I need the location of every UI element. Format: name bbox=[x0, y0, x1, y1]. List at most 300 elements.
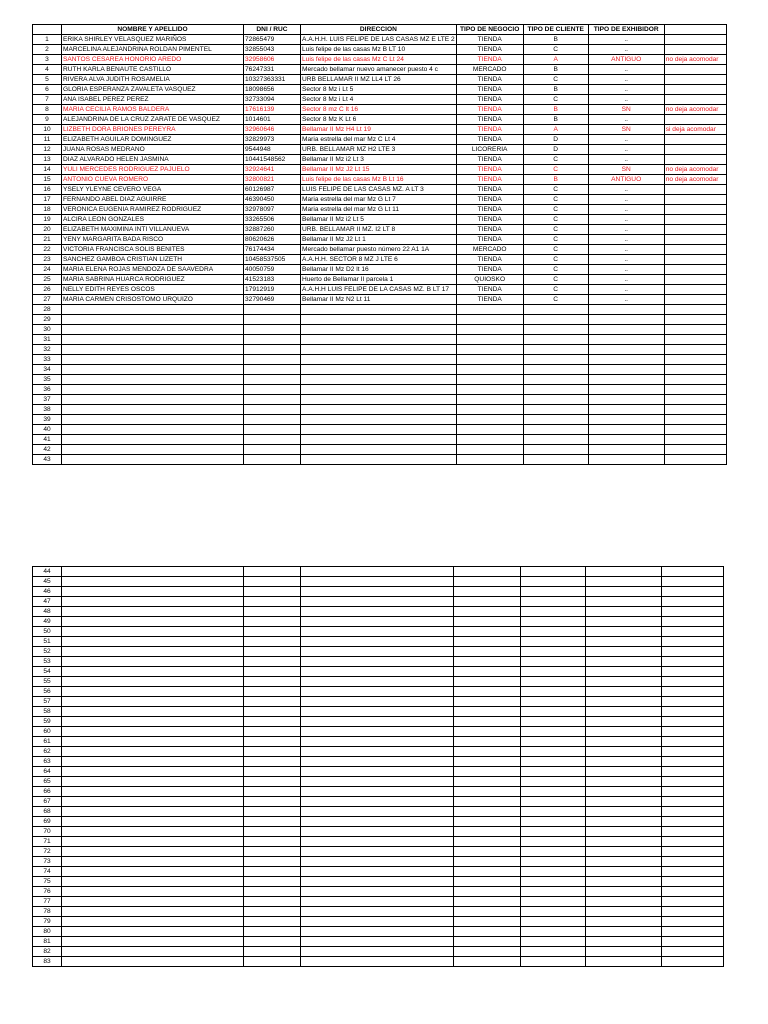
empty-cell bbox=[301, 637, 454, 647]
empty-cell bbox=[62, 355, 244, 365]
row-index: 20 bbox=[33, 225, 62, 235]
empty-cell bbox=[664, 405, 726, 415]
table-row bbox=[33, 867, 724, 877]
empty-cell bbox=[301, 335, 457, 345]
client-dni: 17616139 bbox=[244, 105, 301, 115]
empty-cell bbox=[586, 637, 662, 647]
client-table-page-1 bbox=[32, 24, 727, 465]
empty-cell bbox=[244, 395, 301, 405]
display-type: .. bbox=[588, 85, 664, 95]
row-index: 64 bbox=[33, 767, 62, 777]
client-type: C bbox=[523, 165, 588, 175]
table-row bbox=[33, 275, 727, 285]
empty-cell bbox=[662, 667, 724, 677]
client-dni: 40050759 bbox=[244, 265, 301, 275]
empty-cell bbox=[301, 707, 454, 717]
row-index: 55 bbox=[33, 677, 62, 687]
empty-cell bbox=[456, 415, 523, 425]
client-dni: 32958606 bbox=[244, 55, 301, 65]
empty-cell bbox=[301, 355, 457, 365]
table-row bbox=[33, 285, 727, 295]
row-index: 19 bbox=[33, 215, 62, 225]
row-index: 36 bbox=[33, 385, 62, 395]
empty-cell bbox=[521, 767, 586, 777]
row-index: 5 bbox=[33, 75, 62, 85]
empty-cell bbox=[244, 425, 301, 435]
empty-cell bbox=[454, 807, 521, 817]
empty-cell bbox=[301, 787, 454, 797]
row-index: 13 bbox=[33, 155, 62, 165]
empty-cell bbox=[662, 807, 724, 817]
row-index: 69 bbox=[33, 817, 62, 827]
empty-cell bbox=[244, 747, 301, 757]
table-row bbox=[33, 335, 727, 345]
empty-cell bbox=[301, 697, 454, 707]
empty-cell bbox=[301, 957, 454, 967]
header-business-type: TIPO DE NEGOCIO bbox=[456, 25, 523, 35]
empty-cell bbox=[454, 637, 521, 647]
empty-cell bbox=[586, 847, 662, 857]
empty-cell bbox=[586, 577, 662, 587]
empty-cell bbox=[301, 647, 454, 657]
business-type: TIENDA bbox=[456, 205, 523, 215]
client-dni: 10327363331 bbox=[244, 75, 301, 85]
empty-cell bbox=[454, 607, 521, 617]
empty-cell bbox=[586, 797, 662, 807]
table-row bbox=[33, 135, 727, 145]
empty-cell bbox=[456, 385, 523, 395]
header-name: NOMBRE Y APELLIDO bbox=[62, 25, 244, 35]
display-type: .. bbox=[588, 75, 664, 85]
empty-cell bbox=[454, 737, 521, 747]
client-name: YULI MERCEDES RODRIGUEZ PAJUELO bbox=[62, 165, 244, 175]
client-name: JUANA ROSAS MEDRANO bbox=[62, 145, 244, 155]
empty-cell bbox=[456, 425, 523, 435]
empty-cell bbox=[454, 927, 521, 937]
client-address: Sector 8 Mz K Lt 6 bbox=[301, 115, 457, 125]
empty-cell bbox=[244, 657, 301, 667]
empty-cell bbox=[244, 717, 301, 727]
table-row bbox=[33, 395, 727, 405]
empty-cell bbox=[244, 587, 301, 597]
empty-cell bbox=[244, 857, 301, 867]
client-address: Bellamar II Mz i2 Lt 3 bbox=[301, 155, 457, 165]
client-type: B bbox=[523, 105, 588, 115]
empty-cell bbox=[62, 957, 244, 967]
empty-cell bbox=[521, 777, 586, 787]
empty-cell bbox=[521, 577, 586, 587]
empty-cell bbox=[664, 365, 726, 375]
empty-cell bbox=[454, 777, 521, 787]
empty-cell bbox=[662, 937, 724, 947]
empty-cell bbox=[454, 917, 521, 927]
empty-cell bbox=[62, 455, 244, 465]
empty-cell bbox=[454, 857, 521, 867]
empty-cell bbox=[301, 385, 457, 395]
empty-cell bbox=[586, 737, 662, 747]
row-note: no deja acomodar bbox=[664, 175, 726, 185]
empty-cell bbox=[62, 727, 244, 737]
empty-cell bbox=[244, 937, 301, 947]
empty-cell bbox=[662, 817, 724, 827]
empty-cell bbox=[454, 707, 521, 717]
table-row bbox=[33, 747, 724, 757]
table-row bbox=[33, 455, 727, 465]
table-row bbox=[33, 877, 724, 887]
table-row bbox=[33, 405, 727, 415]
empty-cell bbox=[62, 767, 244, 777]
table-row bbox=[33, 245, 727, 255]
empty-cell bbox=[62, 315, 244, 325]
empty-cell bbox=[662, 877, 724, 887]
empty-cell bbox=[454, 797, 521, 807]
table-row bbox=[33, 807, 724, 817]
empty-cell bbox=[586, 677, 662, 687]
empty-cell bbox=[244, 335, 301, 345]
empty-cell bbox=[456, 305, 523, 315]
table-row bbox=[33, 887, 724, 897]
client-address: Sector 8 Mz i Lt 4 bbox=[301, 95, 457, 105]
table-row bbox=[33, 175, 727, 185]
client-name: ANA ISABEL PEREZ PEREZ bbox=[62, 95, 244, 105]
empty-cell bbox=[662, 777, 724, 787]
row-note bbox=[664, 85, 726, 95]
client-dni: 32960646 bbox=[244, 125, 301, 135]
client-dni: 32855043 bbox=[244, 45, 301, 55]
empty-cell bbox=[521, 917, 586, 927]
empty-cell bbox=[244, 405, 301, 415]
empty-cell bbox=[521, 667, 586, 677]
empty-cell bbox=[586, 857, 662, 867]
empty-cell bbox=[301, 455, 457, 465]
empty-cell bbox=[301, 617, 454, 627]
client-type: C bbox=[523, 255, 588, 265]
client-type: B bbox=[523, 115, 588, 125]
client-address: URB BELLAMAR II MZ LL4 LT 26 bbox=[301, 75, 457, 85]
empty-cell bbox=[586, 597, 662, 607]
empty-cell bbox=[586, 827, 662, 837]
row-index: 59 bbox=[33, 717, 62, 727]
row-index: 21 bbox=[33, 235, 62, 245]
business-type: TIENDA bbox=[456, 295, 523, 305]
empty-cell bbox=[521, 787, 586, 797]
table-row bbox=[33, 587, 724, 597]
row-index: 34 bbox=[33, 365, 62, 375]
empty-cell bbox=[301, 435, 457, 445]
empty-cell bbox=[62, 867, 244, 877]
empty-cell bbox=[244, 877, 301, 887]
client-dni: 9544948 bbox=[244, 145, 301, 155]
empty-cell bbox=[301, 837, 454, 847]
empty-cell bbox=[662, 737, 724, 747]
empty-cell bbox=[62, 425, 244, 435]
empty-cell bbox=[301, 375, 457, 385]
table-row bbox=[33, 125, 727, 135]
business-type: TIENDA bbox=[456, 155, 523, 165]
table-row bbox=[33, 55, 727, 65]
empty-cell bbox=[456, 405, 523, 415]
client-name: MARIA ELENA ROJAS MENDOZA DE SAAVEDRA bbox=[62, 265, 244, 275]
empty-cell bbox=[301, 807, 454, 817]
empty-cell bbox=[244, 897, 301, 907]
row-index: 57 bbox=[33, 697, 62, 707]
empty-cell bbox=[62, 637, 244, 647]
client-name: ERIKA SHIRLEY VELASQUEZ MARIÑOS bbox=[62, 35, 244, 45]
client-address: Bellamar II Mz H4 Lt 19 bbox=[301, 125, 457, 135]
client-address: A.A.H.H LUIS FELIPE DE LA CASAS MZ. B LT 17 bbox=[301, 285, 457, 295]
row-index: 30 bbox=[33, 325, 62, 335]
empty-cell bbox=[521, 837, 586, 847]
empty-cell bbox=[588, 445, 664, 455]
empty-cell bbox=[662, 757, 724, 767]
display-type: .. bbox=[588, 35, 664, 45]
empty-cell bbox=[454, 577, 521, 587]
row-index: 10 bbox=[33, 125, 62, 135]
empty-cell bbox=[662, 787, 724, 797]
client-name: ELIZABETH AGUILAR DOMINGUEZ bbox=[62, 135, 244, 145]
empty-cell bbox=[301, 717, 454, 727]
empty-cell bbox=[454, 897, 521, 907]
display-type: .. bbox=[588, 285, 664, 295]
empty-cell bbox=[523, 435, 588, 445]
empty-cell bbox=[586, 617, 662, 627]
empty-cell bbox=[586, 667, 662, 677]
empty-cell bbox=[662, 617, 724, 627]
row-index: 52 bbox=[33, 647, 62, 657]
display-type: .. bbox=[588, 275, 664, 285]
empty-cell bbox=[244, 445, 301, 455]
empty-cell bbox=[521, 627, 586, 637]
business-type: TIENDA bbox=[456, 225, 523, 235]
row-index: 66 bbox=[33, 787, 62, 797]
empty-cell bbox=[62, 445, 244, 455]
empty-cell bbox=[521, 717, 586, 727]
display-type: .. bbox=[588, 245, 664, 255]
empty-cell bbox=[62, 395, 244, 405]
empty-cell bbox=[301, 607, 454, 617]
empty-cell bbox=[454, 877, 521, 887]
empty-cell bbox=[586, 887, 662, 897]
empty-cell bbox=[244, 907, 301, 917]
empty-cell bbox=[521, 897, 586, 907]
empty-cell bbox=[664, 445, 726, 455]
row-index: 81 bbox=[33, 937, 62, 947]
empty-cell bbox=[662, 677, 724, 687]
empty-cell bbox=[662, 947, 724, 957]
empty-cell bbox=[244, 677, 301, 687]
empty-cell bbox=[521, 597, 586, 607]
empty-cell bbox=[521, 737, 586, 747]
empty-cell bbox=[586, 567, 662, 577]
client-name: ANTONIO CUEVA ROMERO bbox=[62, 175, 244, 185]
row-note bbox=[664, 155, 726, 165]
row-index: 35 bbox=[33, 375, 62, 385]
business-type: TIENDA bbox=[456, 105, 523, 115]
display-type: SN bbox=[588, 105, 664, 115]
empty-cell bbox=[662, 957, 724, 967]
empty-cell bbox=[244, 577, 301, 587]
empty-cell bbox=[662, 597, 724, 607]
empty-cell bbox=[301, 667, 454, 677]
row-note bbox=[664, 95, 726, 105]
table-row bbox=[33, 937, 724, 947]
empty-cell bbox=[662, 897, 724, 907]
business-type: TIENDA bbox=[456, 45, 523, 55]
table-row bbox=[33, 657, 724, 667]
display-type: .. bbox=[588, 235, 664, 245]
row-index: 43 bbox=[33, 455, 62, 465]
empty-cell bbox=[301, 777, 454, 787]
empty-cell bbox=[521, 857, 586, 867]
client-dni: 32790469 bbox=[244, 295, 301, 305]
client-name: VICTORIA FRANCISCA SOLIS BENITES bbox=[62, 245, 244, 255]
row-index: 73 bbox=[33, 857, 62, 867]
client-name: VERONICA EUGENIA RAMIREZ RODRIGUEZ bbox=[62, 205, 244, 215]
empty-cell bbox=[301, 677, 454, 687]
table-row bbox=[33, 837, 724, 847]
client-type: C bbox=[523, 45, 588, 55]
business-type: MERCADO bbox=[456, 65, 523, 75]
empty-cell bbox=[62, 787, 244, 797]
client-dni: 76174434 bbox=[244, 245, 301, 255]
empty-cell bbox=[62, 577, 244, 587]
empty-cell bbox=[586, 707, 662, 717]
row-index: 25 bbox=[33, 275, 62, 285]
empty-cell bbox=[454, 957, 521, 967]
client-address: LUIS FELIPE DE LAS CASAS MZ. A LT 3 bbox=[301, 185, 457, 195]
empty-cell bbox=[244, 827, 301, 837]
empty-cell bbox=[664, 305, 726, 315]
client-name: MARCELINA ALEJANDRINA ROLDAN PIMENTEL bbox=[62, 45, 244, 55]
empty-cell bbox=[301, 445, 457, 455]
row-index: 31 bbox=[33, 335, 62, 345]
row-note bbox=[664, 235, 726, 245]
business-type: TIENDA bbox=[456, 115, 523, 125]
display-type: .. bbox=[588, 115, 664, 125]
empty-cell bbox=[62, 405, 244, 415]
empty-cell bbox=[523, 455, 588, 465]
display-type: .. bbox=[588, 195, 664, 205]
row-note bbox=[664, 275, 726, 285]
empty-cell bbox=[244, 375, 301, 385]
empty-cell bbox=[456, 395, 523, 405]
empty-cell bbox=[523, 415, 588, 425]
business-type: TIENDA bbox=[456, 195, 523, 205]
table-row bbox=[33, 637, 724, 647]
empty-cell bbox=[588, 325, 664, 335]
row-index: 18 bbox=[33, 205, 62, 215]
row-index: 61 bbox=[33, 737, 62, 747]
table-row bbox=[33, 677, 724, 687]
row-index: 62 bbox=[33, 747, 62, 757]
empty-cell bbox=[586, 957, 662, 967]
empty-cell bbox=[301, 747, 454, 757]
empty-cell bbox=[521, 947, 586, 957]
empty-cell bbox=[62, 947, 244, 957]
client-name: SANTOS CESAREA HONORIO AREDO bbox=[62, 55, 244, 65]
row-index: 22 bbox=[33, 245, 62, 255]
client-dni: 32829973 bbox=[244, 135, 301, 145]
client-dni: 32924641 bbox=[244, 165, 301, 175]
empty-cell bbox=[454, 787, 521, 797]
client-name: MARIA CECILIA RAMOS BALDERA bbox=[62, 105, 244, 115]
empty-cell bbox=[521, 657, 586, 667]
empty-cell bbox=[521, 927, 586, 937]
client-dni: 32887260 bbox=[244, 225, 301, 235]
display-type: .. bbox=[588, 95, 664, 105]
table-row bbox=[33, 687, 724, 697]
client-dni: 32978097 bbox=[244, 205, 301, 215]
row-index: 63 bbox=[33, 757, 62, 767]
empty-cell bbox=[244, 305, 301, 315]
row-index: 48 bbox=[33, 607, 62, 617]
client-name: ELIZABETH MAXIMINA INTI VILLANUEVA bbox=[62, 225, 244, 235]
empty-cell bbox=[523, 345, 588, 355]
client-type: C bbox=[523, 205, 588, 215]
table-row bbox=[33, 907, 724, 917]
empty-cell bbox=[62, 365, 244, 375]
client-type: D bbox=[523, 145, 588, 155]
empty-cell bbox=[301, 877, 454, 887]
display-type: .. bbox=[588, 65, 664, 75]
row-note bbox=[664, 45, 726, 55]
empty-cell bbox=[662, 797, 724, 807]
client-type: C bbox=[523, 235, 588, 245]
empty-cell bbox=[62, 607, 244, 617]
client-address: Maria estrella del mar Mz C Lt 4 bbox=[301, 135, 457, 145]
business-type: TIENDA bbox=[456, 125, 523, 135]
client-name: GLORIA ESPERANZA ZAVALETA VASQUEZ bbox=[62, 85, 244, 95]
row-index: 29 bbox=[33, 315, 62, 325]
empty-cell bbox=[523, 325, 588, 335]
empty-cell bbox=[521, 567, 586, 577]
row-note bbox=[664, 245, 726, 255]
client-dni: 1014601 bbox=[244, 115, 301, 125]
empty-cell bbox=[588, 365, 664, 375]
empty-cell bbox=[586, 837, 662, 847]
empty-cell bbox=[62, 657, 244, 667]
table-row bbox=[33, 215, 727, 225]
row-index: 74 bbox=[33, 867, 62, 877]
table-row bbox=[33, 75, 727, 85]
empty-cell bbox=[586, 747, 662, 757]
empty-cell bbox=[62, 797, 244, 807]
empty-cell bbox=[62, 305, 244, 315]
empty-cell bbox=[664, 415, 726, 425]
empty-cell bbox=[454, 867, 521, 877]
empty-cell bbox=[662, 857, 724, 867]
empty-cell bbox=[244, 345, 301, 355]
row-index: 68 bbox=[33, 807, 62, 817]
empty-cell bbox=[454, 727, 521, 737]
empty-cell bbox=[586, 777, 662, 787]
empty-cell bbox=[62, 847, 244, 857]
table-row bbox=[33, 897, 724, 907]
row-index: 24 bbox=[33, 265, 62, 275]
empty-cell bbox=[454, 687, 521, 697]
empty-cell bbox=[588, 395, 664, 405]
empty-cell bbox=[301, 425, 457, 435]
empty-cell bbox=[244, 627, 301, 637]
empty-cell bbox=[244, 787, 301, 797]
empty-cell bbox=[62, 687, 244, 697]
row-index: 28 bbox=[33, 305, 62, 315]
empty-cell bbox=[301, 897, 454, 907]
row-index: 60 bbox=[33, 727, 62, 737]
business-type: TIENDA bbox=[456, 215, 523, 225]
empty-cell bbox=[454, 677, 521, 687]
row-index: 70 bbox=[33, 827, 62, 837]
